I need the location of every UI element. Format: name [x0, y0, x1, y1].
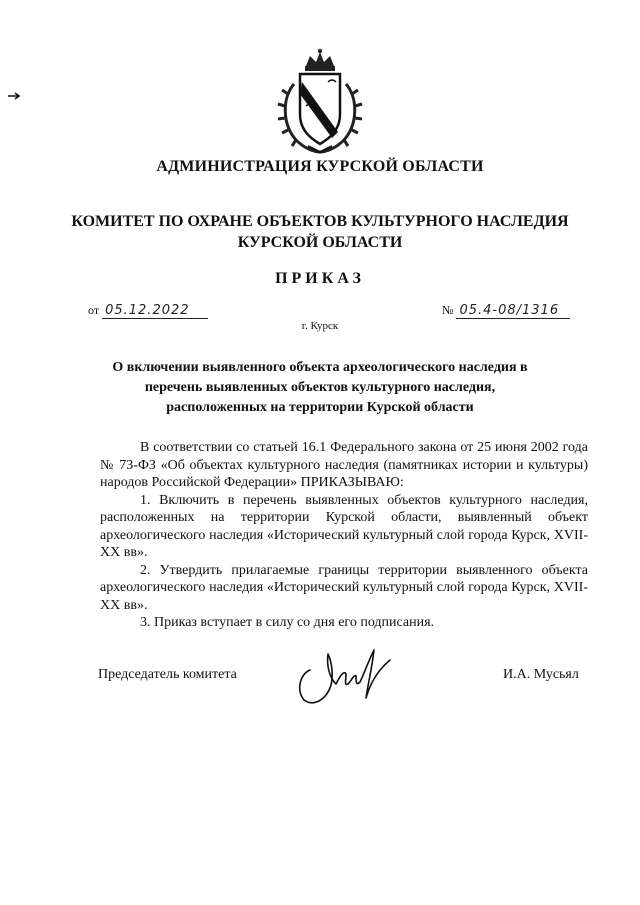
committee-heading-line1: КОМИТЕТ ПО ОХРАНЕ ОБЪЕКТОВ КУЛЬТУРНОГО НАСЛЕДИЯ: [71, 213, 569, 230]
date-value: 05.12.2022: [102, 303, 208, 319]
signature-icon: [292, 640, 402, 710]
date-field: [88, 303, 208, 319]
order-item-1: 1. Включить в перечень выявленных объектов культурного наследия, расположенных на территории Курской области, выявленный объект археологического наследия «Исторический культурный слой города Курск, XVII-XX вв».: [100, 492, 588, 560]
margin-arrow-icon: [7, 91, 21, 101]
date-prefix: от: [88, 303, 100, 317]
signatory-title: Председатель комитета: [98, 667, 237, 682]
order-item-2: 2. Утвердить прилагаемые границы территории выявленного объекта археологического наследия «Исторический культурный слой города Курск, XVII-XX вв».: [100, 562, 588, 613]
committee-heading: [0, 211, 640, 253]
committee-heading-line2: КУРСКОЙ ОБЛАСТИ: [237, 234, 403, 251]
number-prefix: №: [442, 303, 454, 317]
number-value: 05.4-08/1316: [456, 303, 570, 319]
order-title: [90, 358, 550, 418]
order-item-3: 3. Приказ вступает в силу со дня его подписания.: [140, 615, 435, 630]
number-field: [442, 303, 570, 319]
administration-heading: АДМИНИСТРАЦИЯ КУРСКОЙ ОБЛАСТИ: [156, 158, 484, 175]
order-body: [100, 439, 588, 632]
order-title-line3: расположенных на территории Курской области: [166, 400, 474, 415]
signatory-name: И.А. Мусьял: [503, 667, 579, 682]
city-label: г. Курск: [301, 320, 339, 332]
coat-of-arms-icon: [272, 48, 368, 156]
preamble-paragraph: В соответствии со статьей 16.1 Федерального закона от 25 июня 2002 года № 73-ФЗ «Об объектах культурного наследия (памятниках истории и культуры) народов Российской Федерации» ПРИКАЗЫВАЮ:: [100, 440, 588, 490]
document-type-heading: ПРИКАЗ: [275, 270, 365, 287]
order-title-line1: О включении выявленного объекта археологического наследия в: [112, 360, 528, 375]
order-title-line2: перечень выявленных объектов культурного наследия,: [144, 380, 496, 395]
